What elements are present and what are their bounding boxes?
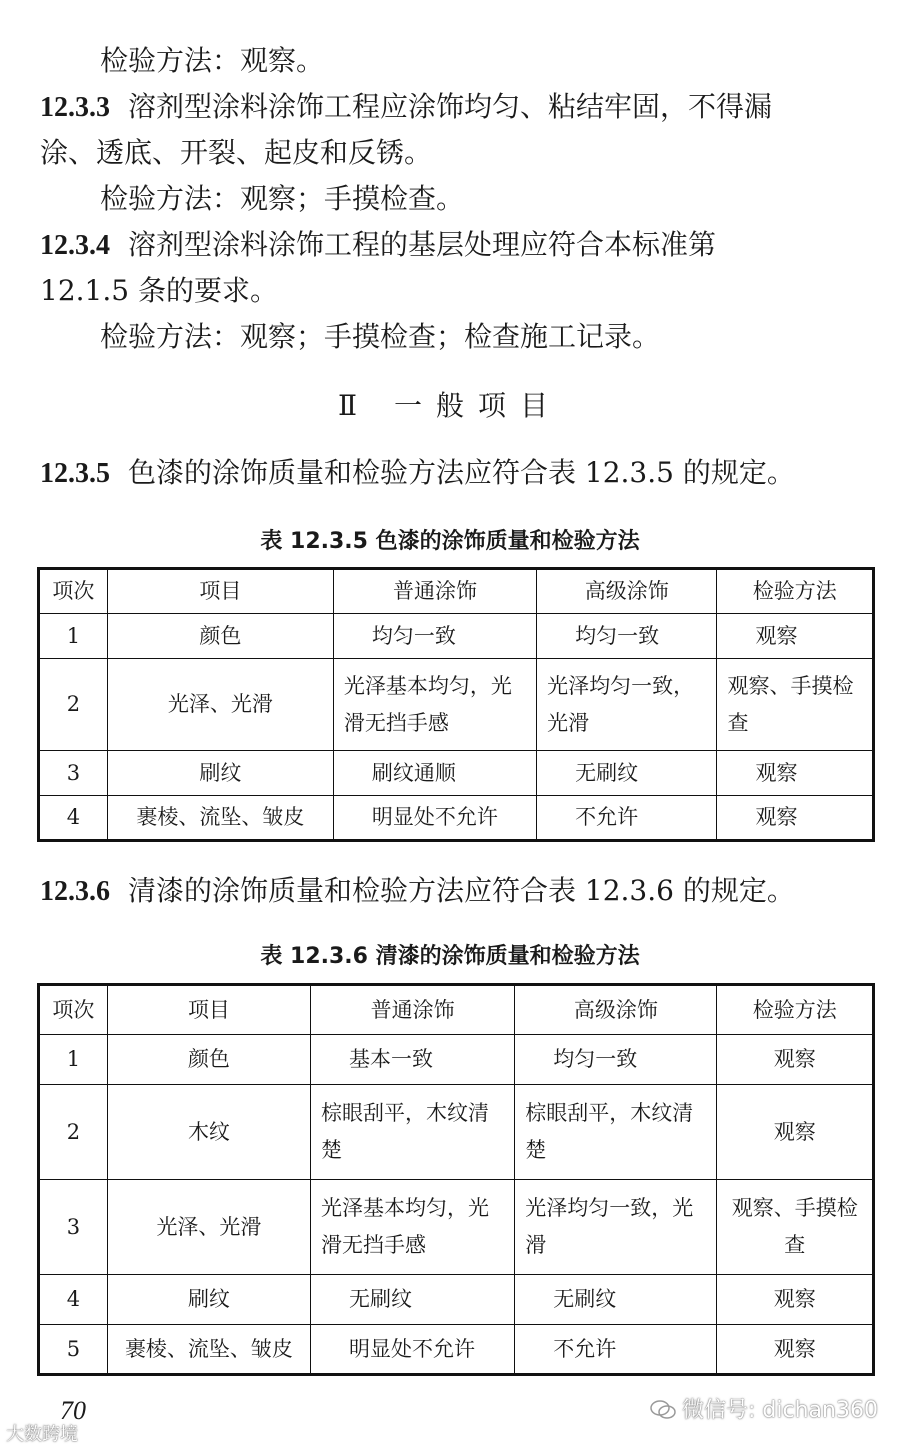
- clause-text: 溶剂型涂料涂饰工程应涂饰均匀、粘结牢固，不得漏: [128, 90, 773, 123]
- table-cell: 观察: [717, 614, 874, 659]
- table-cell: 无刷纹: [515, 1275, 717, 1325]
- wechat-icon: [650, 1400, 676, 1420]
- table-cell: 刷纹: [107, 1275, 310, 1325]
- header-cell: 项目: [107, 985, 310, 1035]
- table-row: [39, 659, 874, 751]
- header-cell: 检验方法: [717, 985, 874, 1035]
- table-cell: 观察: [717, 1275, 874, 1325]
- table-cell: 均匀一致: [515, 1035, 717, 1085]
- table-cell: 明显处不允许: [311, 1325, 515, 1375]
- clause-number: 12.3.5: [40, 458, 110, 489]
- table-cell: 观察: [717, 1325, 874, 1375]
- table-row: [39, 796, 874, 841]
- table-cell: 观察: [717, 751, 874, 796]
- header-cell: 普通涂饰: [333, 569, 536, 614]
- table2-caption: 表 12.3.6 清漆的涂饰质量和检验方法: [260, 944, 640, 969]
- table-row: [39, 614, 874, 659]
- table-cell: 3: [39, 1180, 108, 1275]
- clause-number: 12.3.6: [40, 876, 110, 907]
- clause-text: 清漆的涂饰质量和检验方法应符合表 12.3.6 的规定。: [128, 874, 795, 907]
- table-row: [39, 1085, 874, 1180]
- table-cell: 观察: [717, 1035, 874, 1085]
- table-row: [39, 1035, 874, 1085]
- table-cell: 无刷纹: [311, 1275, 515, 1325]
- table-cell: 棕眼刮平，木纹清楚: [515, 1085, 717, 1180]
- clause-12-3-4: [0, 222, 900, 269]
- table-cell: 棕眼刮平，木纹清楚: [311, 1085, 515, 1180]
- table-12-3-6: [37, 983, 875, 1376]
- header-cell: 项次: [39, 569, 108, 614]
- table-cell: 1: [39, 1035, 108, 1085]
- method-line-12-3-3: 检验方法：观察；手摸检查。: [100, 182, 465, 215]
- table-cell: 不允许: [515, 1325, 717, 1375]
- watermark-left: 大数跨境: [6, 1424, 78, 1445]
- method-line-12-3-4: 检验方法：观察；手摸检查；检查施工记录。: [100, 320, 661, 353]
- table-cell: 基本一致: [311, 1035, 515, 1085]
- table-cell: 颜色: [107, 614, 333, 659]
- table-cell: 无刷纹: [537, 751, 717, 796]
- clause-text: 溶剂型涂料涂饰工程的基层处理应符合本标准第: [128, 228, 717, 261]
- header-cell: 高级涂饰: [515, 985, 717, 1035]
- clause-number: 12.3.3: [40, 92, 110, 123]
- table-cell: 光泽基本均匀，光滑无挡手感: [311, 1180, 515, 1275]
- clause-12-3-3-cont: 涂、透底、开裂、起皮和反锈。: [40, 136, 433, 169]
- page-number: 70: [60, 1396, 86, 1425]
- header-cell: 项目: [107, 569, 333, 614]
- clause-number: 12.3.4: [40, 230, 110, 261]
- table-cell: 裹棱、流坠、皱皮: [107, 796, 333, 841]
- table-header-row: [39, 569, 874, 614]
- table-cell: 刷纹通顺: [333, 751, 536, 796]
- table-cell: 光泽、光滑: [107, 1180, 310, 1275]
- clause-text: 色漆的涂饰质量和检验方法应符合表 12.3.5 的规定。: [128, 456, 795, 489]
- table-row: [39, 1325, 874, 1375]
- header-cell: 高级涂饰: [537, 569, 717, 614]
- table-cell: 3: [39, 751, 108, 796]
- clause-12-3-5: [0, 450, 900, 497]
- table-row: [39, 751, 874, 796]
- table-cell: 光泽、光滑: [107, 659, 333, 751]
- table-cell: 4: [39, 796, 108, 841]
- table-cell: 木纹: [107, 1085, 310, 1180]
- table1-caption: 表 12.3.5 色漆的涂饰质量和检验方法: [260, 529, 640, 554]
- table-cell: 均匀一致: [333, 614, 536, 659]
- table-cell: 2: [39, 659, 108, 751]
- table-cell: 观察: [717, 1085, 874, 1180]
- clause-12-3-3: [0, 84, 900, 131]
- table-cell: 均匀一致: [537, 614, 717, 659]
- table-cell: 刷纹: [107, 751, 333, 796]
- table-row: [39, 1275, 874, 1325]
- table-row: [39, 1180, 874, 1275]
- header-cell: 检验方法: [717, 569, 874, 614]
- table-cell: 2: [39, 1085, 108, 1180]
- table-cell: 5: [39, 1325, 108, 1375]
- table-header-row: [39, 985, 874, 1035]
- table-cell: 1: [39, 614, 108, 659]
- table-cell: 观察、手摸检查: [717, 659, 874, 751]
- table-cell: 裹棱、流坠、皱皮: [107, 1325, 310, 1375]
- header-cell: 项次: [39, 985, 108, 1035]
- clause-12-3-6: [0, 868, 900, 915]
- table-cell: 颜色: [107, 1035, 310, 1085]
- table-12-3-5: [37, 567, 875, 842]
- table-cell: 光泽均匀一致，光滑: [515, 1180, 717, 1275]
- method-line-prev: 检验方法：观察。: [100, 44, 325, 77]
- table-cell: 光泽基本均匀，光滑无挡手感: [333, 659, 536, 751]
- clause-12-3-4-cont: 12.1.5 条的要求。: [40, 274, 278, 307]
- table-cell: 4: [39, 1275, 108, 1325]
- table-cell: 明显处不允许: [333, 796, 536, 841]
- watermark-text: 微信号: dichan360: [682, 1398, 878, 1423]
- table-cell: 不允许: [537, 796, 717, 841]
- watermark-right: [650, 1393, 878, 1424]
- section-heading: Ⅱ 一般项目: [338, 389, 562, 422]
- header-cell: 普通涂饰: [311, 985, 515, 1035]
- table-cell: 光泽均匀一致，光滑: [537, 659, 717, 751]
- table-cell: 观察、手摸检查: [717, 1180, 874, 1275]
- table-cell: 观察: [717, 796, 874, 841]
